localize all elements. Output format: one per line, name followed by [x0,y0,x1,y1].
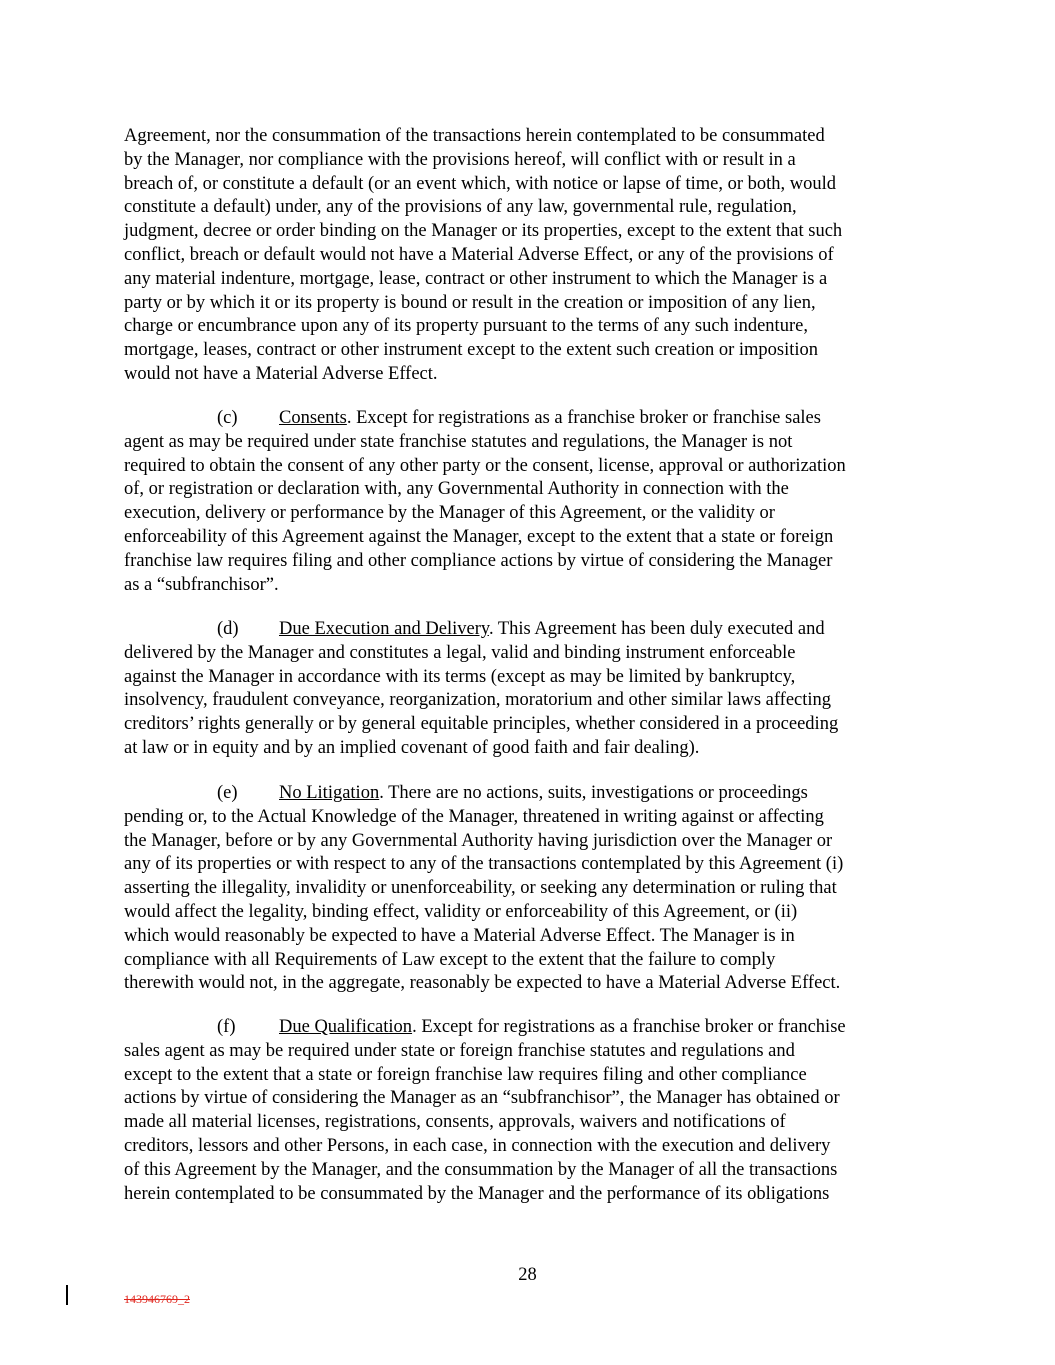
text-line: the Manager, before or by any Governmental Authority having jurisdiction over the Manager or [124,830,833,851]
text-line: any material indenture, mortgage, lease, contract or other instrument to which the Manager is a [124,268,828,289]
text-line: constitute a default) under, any of the provisions of any law, governmental rule, regulation, [124,197,797,218]
section-heading: No Litigation [279,783,380,803]
document-id: 143946769_2 [124,1292,190,1306]
page-number: 28 [518,1265,537,1285]
text-line: creditors, lessors and other Persons, in each case, in connection with the execution and delivery [124,1135,831,1156]
text-line: which would reasonably be expected to have a Material Adverse Effect. The Manager is in [124,925,795,946]
section-label: (c) [217,408,238,428]
text-line: by the Manager, nor compliance with the provisions hereof, will conflict with or result in a [124,149,796,170]
text-line: except to the extent that a state or foreign franchise law requires filing and other compliance [124,1064,807,1085]
text-line: would affect the legality, binding effect, validity or enforceability of this Agreement, or (ii) [124,901,798,922]
section-label: (f) [217,1017,236,1037]
section-first-text: . This Agreement has been duly executed and [488,619,825,639]
paragraph-b-continuation [124,125,944,387]
revision-change-bar [66,1285,68,1305]
text-line: breach of, or constitute a default (or an event which, with notice or lapse of time, or both, would [124,173,837,194]
text-line: insolvency, fraudulent conveyance, reorganization, moratorium and other similar laws affecting [124,690,832,711]
text-line: any of its properties or with respect to any of the transactions contemplated by this Agreement (i) [124,854,844,875]
text-line: party or by which it or its property is bound or result in the creation or imposition of any lien, [124,292,816,313]
text-line: Agreement, nor the consummation of the transactions herein contemplated to be consummated [124,126,825,146]
section-heading: Consents [279,408,347,428]
section-heading: Due Qualification [279,1017,413,1037]
section-heading: Due Execution and Delivery [279,619,489,639]
section-first-line [124,618,944,642]
text-line: of this Agreement by the Manager, and the consummation by the Manager of all the transactions [124,1159,838,1180]
text-line: as a “subfranchisor”. [124,574,279,595]
text-line: would not have a Material Adverse Effect. [124,363,438,384]
text-line: pending or, to the Actual Knowledge of the Manager, threatened in writing against or affecting [124,806,824,827]
text-line: charge or encumbrance upon any of its property pursuant to the terms of any such indenture, [124,316,808,337]
section-f-due-qualification [124,1016,944,1206]
section-label: (e) [217,783,238,803]
text-line: at law or in equity and by an implied covenant of good faith and fair dealing). [124,737,700,758]
section-first-line [124,1016,944,1040]
text-line: conflict, breach or default would not have a Material Adverse Effect, or any of the provisions of [124,244,834,265]
section-first-text: . Except for registrations as a franchise broker or franchise sales [346,408,821,428]
text-line: enforceability of this Agreement against the Manager, except to the extent that a state or foreign [124,526,834,547]
text-line: made all material licenses, registrations, consents, approvals, waivers and notifications of [124,1112,786,1133]
text-line: asserting the illegality, invalidity or unenforceability, or seeking any determination or ruling that [124,878,837,899]
section-e-no-litigation [124,782,944,996]
text-line: agent as may be required under state franchise statutes and regulations, the Manager is not [124,431,793,452]
text-line: delivered by the Manager and constitutes a legal, valid and binding instrument enforceable [124,642,796,663]
text-line: therewith would not, in the aggregate, reasonably be expected to have a Material Adverse Effect. [124,973,841,994]
section-c-consents [124,407,944,597]
text-line: execution, delivery or performance by the Manager of this Agreement, or the validity or [124,503,775,524]
text-line: against the Manager in accordance with its terms (except as may be limited by bankruptcy, [124,666,796,687]
section-first-text: . Except for registrations as a franchise broker or franchise [412,1017,846,1037]
text-line: judgment, decree or order binding on the Manager or its properties, except to the extent that such [124,221,843,242]
section-first-line [124,782,944,806]
section-first-text: . There are no actions, suits, investigations or proceedings [379,783,808,803]
section-d-due-execution [124,618,944,761]
text-line: sales agent as may be required under state or foreign franchise statutes and regulations and [124,1040,795,1061]
text-line: herein contemplated to be consummated by the Manager and the performance of its obligations [124,1183,830,1204]
section-first-line [124,407,944,431]
text-line: compliance with all Requirements of Law except to the extent that the failure to comply [124,949,776,970]
text-line: franchise law requires filing and other compliance actions by virtue of considering the Manager [124,550,833,571]
text-line: creditors’ rights generally or by general equitable principles, whether considered in a proceeding [124,714,839,735]
text-line: required to obtain the consent of any other party or the consent, license, approval or authorization [124,455,846,476]
section-label: (d) [217,619,239,639]
text-line: of, or registration or declaration with, any Governmental Authority in connection with the [124,479,789,500]
text-line: actions by virtue of considering the Manager as an “subfranchisor”, the Manager has obtained or [124,1088,840,1109]
text-line: mortgage, leases, contract or other instrument except to the extent such creation or imposition [124,340,819,361]
